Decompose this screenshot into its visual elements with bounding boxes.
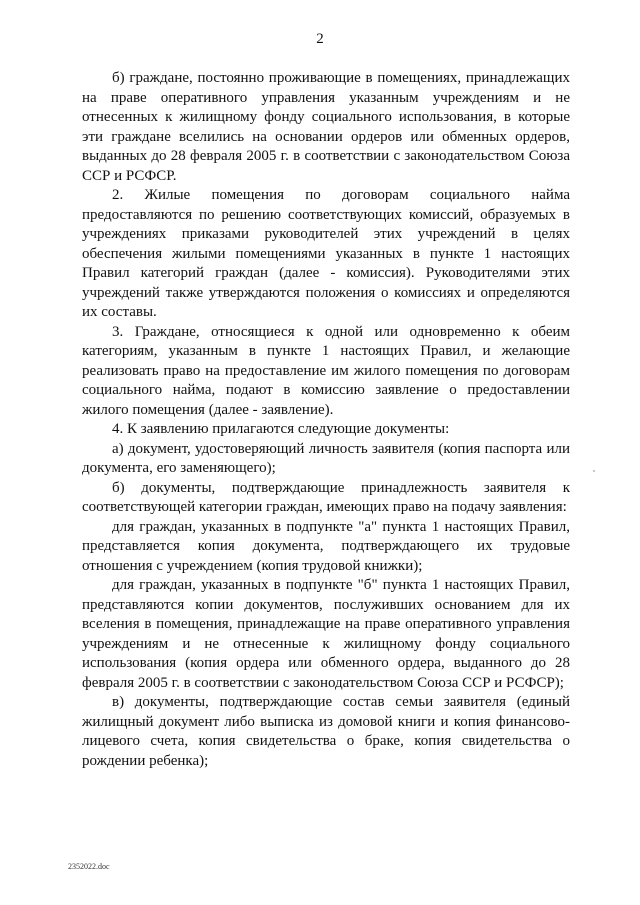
paragraph-4a-identity-document: а) документ, удостоверяющий личность заявителя (копия паспорта или документа, его заменяющего); (82, 440, 570, 476)
document-body (82, 69, 570, 771)
paragraph-4b-subitem-a: для граждан, указанных в подпункте "а" пункта 1 настоящих Правил, представляется копия документа, подтверждающего их трудовые отношения с учреждением (копия трудовой книжки); (82, 518, 570, 574)
document-file-code: 2352022.doc (68, 862, 110, 871)
page-number: 2 (316, 31, 324, 47)
paragraph-4c-family-documents: в) документы, подтверждающие состав семьи заявителя (единый жилищный документ либо выписка из домовой книги и копия финансово-лицевого счета, копия свидетельства о браке, копия свидетельства о рождении ребенка); (82, 694, 570, 769)
paragraph-4b-subitem-b: для граждан, указанных в подпункте "б" пункта 1 настоящих Правил, представляются копии документов, послуживших основанием для их вселения в помещения, принадлежащие на праве оперативного управления учреждениям и не отнесенные к жилищному фонду социального использования (копия ордера или обменного ордера, выданного до 28 февраля 2005 г. в соответствии с законодательством Союза ССР и РСФСР); (82, 577, 570, 691)
paragraph-4b-category-documents: б) документы, подтверждающие принадлежность заявителя к соответствующей категории граждан, имеющих право на подачу заявления: (82, 479, 570, 515)
scan-speck (593, 470, 595, 472)
paragraph-4-attached-documents: 4. К заявлению прилагаются следующие документы: (112, 421, 450, 437)
paragraph-1b-citizens-in-operational-premises: б) граждане, постоянно проживающие в помещениях, принадлежащих на праве оперативного управления указанным учреждениям и не отнесенных к жилищному фонду социального использования, в которые эти граждане вселились на основании ордеров или обменных ордеров, выданных до 28 февраля 2005 г. в соответствии с законодательством Союза ССР и РСФСР. (82, 70, 570, 184)
paragraph-2-housing-commissions: 2. Жилые помещения по договорам социального найма предоставляются по решению соответствующих комиссий, образуемых в учреждениях приказами руководителей этих учреждений в целях обеспечения жилыми помещениями указанных в пункте 1 настоящих Правил категорий граждан (далее - комиссия). Руководителями этих учреждений также утверждаются положения о комиссиях и определяются их составы. (82, 187, 570, 320)
paragraph-3-application-submission: 3. Граждане, относящиеся к одной или одновременно к обеим категориям, указанным в пункте 1 настоящих Правил, и желающие реализовать право на предоставление им жилого помещения по договорам социального найма, подают в комиссию заявление о предоставлении жилого помещения (далее - заявление). (82, 323, 570, 418)
